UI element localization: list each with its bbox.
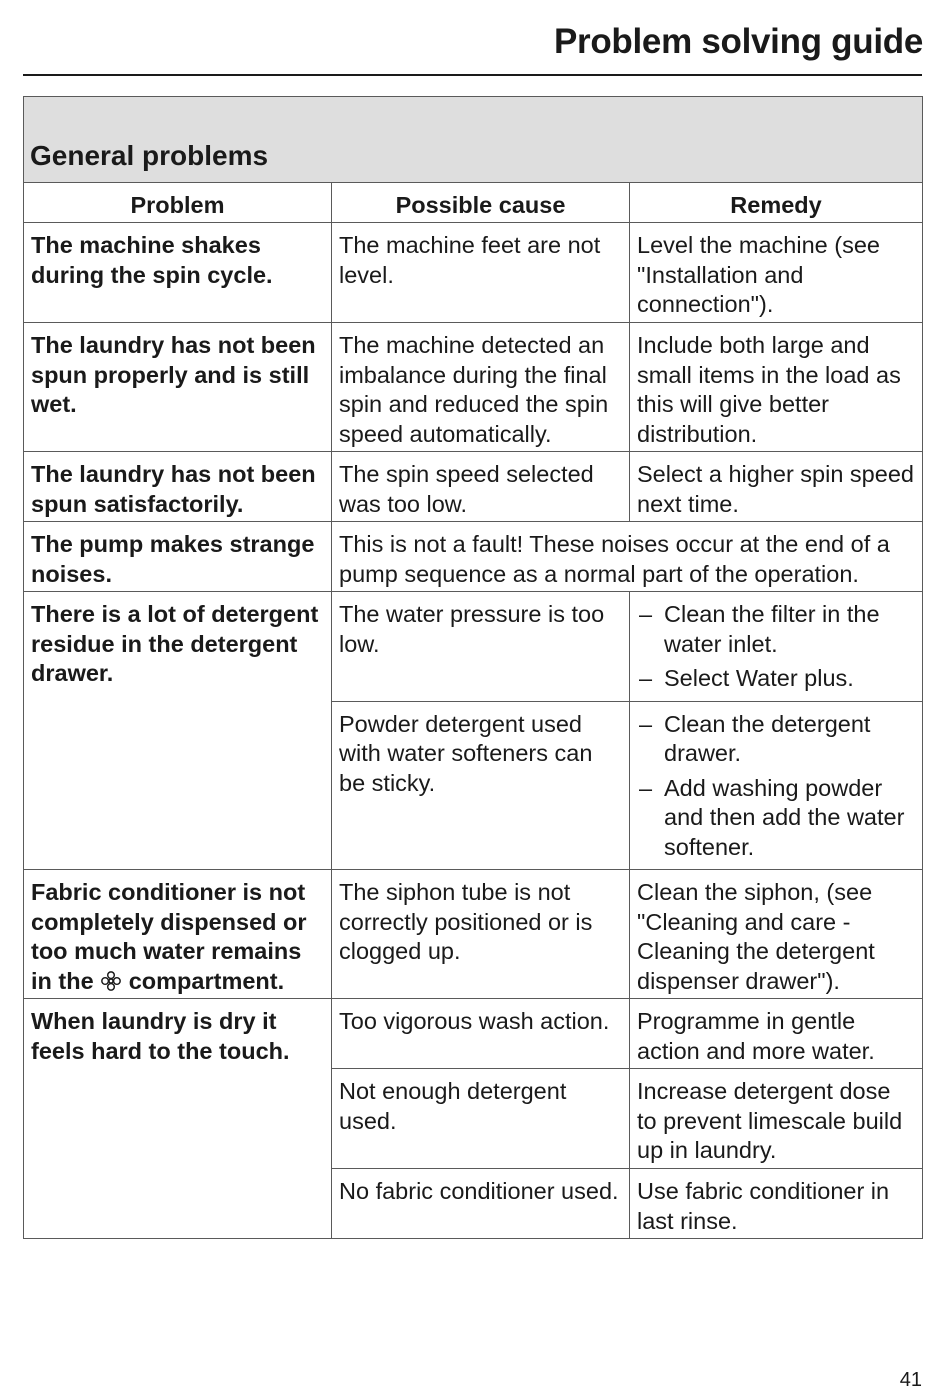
remedy-list-item: – Select Water plus. <box>637 664 916 694</box>
title-divider <box>23 74 922 76</box>
remedy-list <box>637 600 916 694</box>
problem-cell: When laundry is dry it feels hard to the touch. <box>24 999 332 1239</box>
column-header-cause: Possible cause <box>332 183 630 223</box>
column-header-row <box>24 183 923 223</box>
cause-cell: The spin speed selected was too low. <box>332 452 630 522</box>
remedy-cell: Increase detergent dose to prevent limescale build up in laundry. <box>630 1069 923 1169</box>
cause-cell: The machine feet are not level. <box>332 223 630 323</box>
table-row <box>24 223 923 323</box>
table-row <box>24 522 923 592</box>
remedy-cell: Select a higher spin speed next time. <box>630 452 923 522</box>
problem-cell: There is a lot of detergent residue in the detergent drawer. <box>24 592 332 870</box>
section-header <box>24 97 923 183</box>
problem-text: Fabric conditioner is not completely dispensed or too much water remains in the <box>31 879 307 994</box>
cause-cell: Too vigorous wash action. <box>332 999 630 1069</box>
cause-cell: No fabric conditioner used. <box>332 1169 630 1239</box>
column-header-remedy: Remedy <box>630 183 923 223</box>
section-title: General problems <box>30 139 269 171</box>
remedy-list-item: – Clean the filter in the water inlet. <box>637 600 916 659</box>
remedy-cell: Use fabric conditioner in last rinse. <box>630 1169 923 1239</box>
remedy-list-item: – Clean the detergent drawer. <box>637 710 916 769</box>
problem-cell <box>24 870 332 999</box>
remedy-cell <box>630 701 923 870</box>
table-row <box>24 999 923 1069</box>
cause-cell: The machine detected an imbalance during the final spin and reduced the spin speed automatically. <box>332 323 630 452</box>
page-number: 41 <box>899 1369 922 1391</box>
cause-cell: Not enough detergent used. <box>332 1069 630 1169</box>
remedy-cell: Clean the siphon, (see "Cleaning and care - Cleaning the detergent dispenser drawer"). <box>630 870 923 999</box>
problem-table <box>23 96 923 1239</box>
cause-cell: The siphon tube is not correctly positioned or is clogged up. <box>332 870 630 999</box>
table-row <box>24 323 923 452</box>
problem-cell: The laundry has not been spun satisfactorily. <box>24 452 332 522</box>
remedy-cell: Level the machine (see "Installation and connection"). <box>630 223 923 323</box>
cause-cell: Powder detergent used with water softeners can be sticky. <box>332 701 630 870</box>
remedy-cell <box>630 592 923 702</box>
problem-text: compartment. <box>128 967 285 994</box>
cause-remedy-cell: This is not a fault! These noises occur at the end of a pump sequence as a normal part of the operation. <box>332 522 923 592</box>
problem-cell: The pump makes strange noises. <box>24 522 332 592</box>
remedy-cell: Programme in gentle action and more water. <box>630 999 923 1069</box>
remedy-cell: Include both large and small items in the load as this will give better distribution. <box>630 323 923 452</box>
column-header-problem: Problem <box>24 183 332 223</box>
remedy-list <box>637 710 916 863</box>
problem-cell: The laundry has not been spun properly and is still wet. <box>24 323 332 452</box>
table-row <box>24 870 923 999</box>
table-row <box>24 452 923 522</box>
remedy-list-item: – Add washing powder and then add the water softener. <box>637 774 916 863</box>
section-header-row <box>24 97 923 183</box>
page-title: Problem solving guide <box>553 22 923 61</box>
table-row <box>24 592 923 702</box>
problem-cell: The machine shakes during the spin cycle. <box>24 223 332 323</box>
cause-cell: The water pressure is too low. <box>332 592 630 702</box>
fabric-conditioner-flower-icon <box>100 970 122 992</box>
